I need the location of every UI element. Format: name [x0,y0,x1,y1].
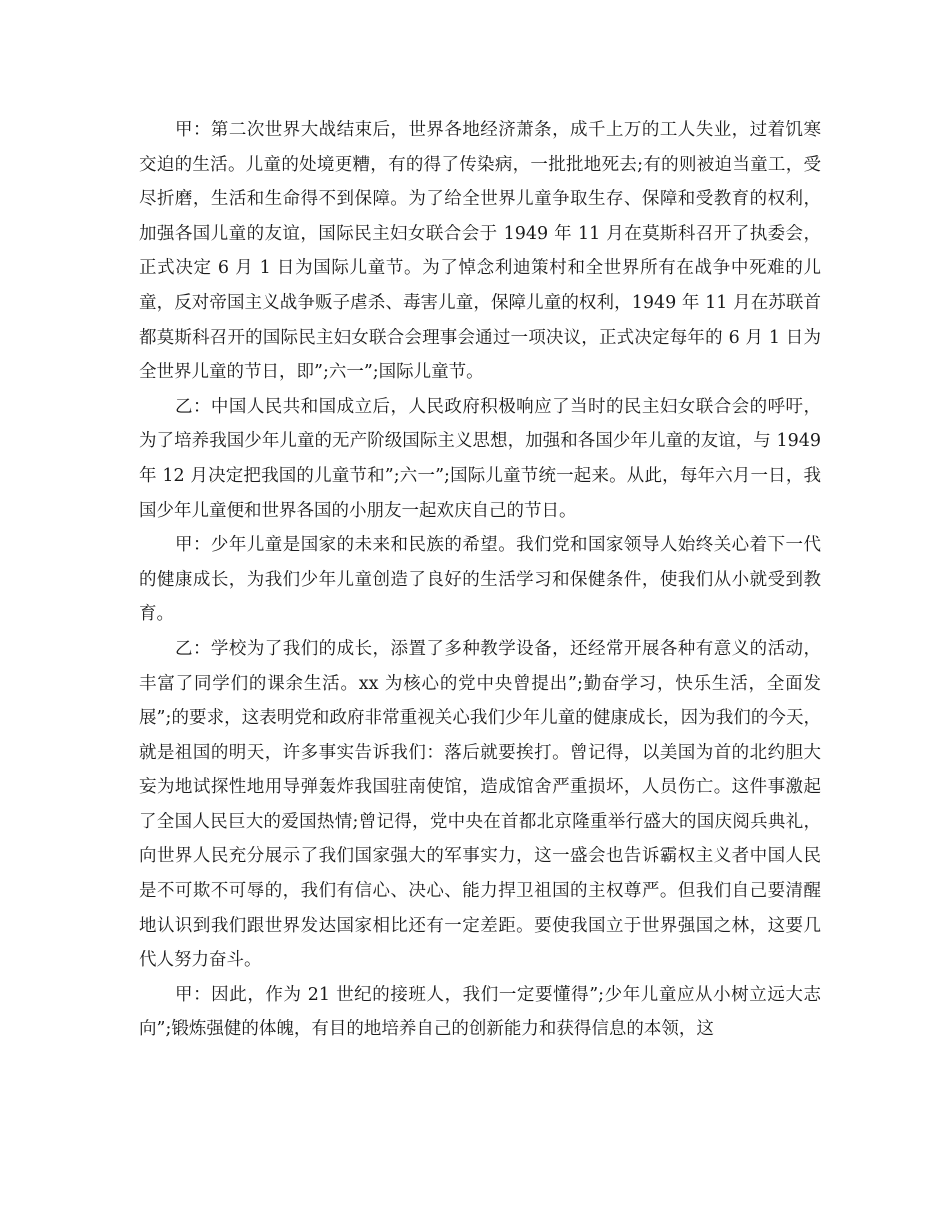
paragraph-3: 甲：少年儿童是国家的未来和民族的希望。我们党和国家领导人始终关心着下一代的健康成长，为我们少年儿童创造了良好的生活学习和保健条件，使我们从小就受到教育。 [139,535,821,625]
paragraph-2: 乙：中国人民共和国成立后，人民政府积极响应了当时的民主妇女联合会的呼吁，为了培养我国少年儿童的无产阶级国际主义思想，加强和各国少年儿童的友谊，与 1949 年 12 月决定把我国的儿童节和”;六一”;国际儿童节统一起来。从此，每年六月一日，我国少年儿童便和世界各国的小朋友一起欢庆自己的节日。 [139,396,821,521]
document-body [139,113,821,1047]
paragraph-1: 甲：第二次世界大战结束后，世界各地经济萧条，成千上万的工人失业，过着饥寒交迫的生活。儿童的处境更糟，有的得了传染病，一批批地死去;有的则被迫当童工，受尽折磨，生活和生命得不到保障。为了给全世界儿童争取生存、保障和受教育的权利，加强各国儿童的友谊，国际民主妇女联合会于 1949 年 11 月在莫斯科召开了执委会，正式决定 6 月 1 日为国际儿童节。为了悼念利迪策村和全世界所有在战争中死难的儿童，反对帝国主义战争贩子虐杀、毒害儿童，保障儿童的权利，1949 年 11 月在苏联首都莫斯科召开的国际民主妇女联合会理事会通过一项决议，正式决定每年的 6 月 1 日为全世界儿童的节日，即”;六一”;国际儿童节。 [139,120,821,383]
paragraph-5: 甲：因此，作为 21 世纪的接班人，我们一定要懂得”;少年儿童应从小树立远大志向”;锻炼强健的体魄，有目的地培养自己的创新能力和获得信息的本领，这 [139,984,821,1040]
paragraph-4: 乙：学校为了我们的成长，添置了多种教学设备，还经常开展各种有意义的活动，丰富了同学们的课余生活。xx 为核心的党中央曾提出”;勤奋学习，快乐生活，全面发展”;的要求，这表明党和政府非常重视关心我们少年儿童的健康成长，因为我们的今天，就是祖国的明天，许多事实告诉我们：落后就要挨打。曾记得，以美国为首的北约胆大妄为地试探性地用导弹轰炸我国驻南使馆，造成馆舍严重损坏，人员伤亡。这件事激起了全国人民巨大的爱国热情;曾记得，党中央在首都北京隆重举行盛大的国庆阅兵典礼，向世界人民充分展示了我们国家强大的军事实力，这一盛会也告诉霸权主义者中国人民是不可欺不可辱的，我们有信心、决心、能力捍卫祖国的主权尊严。但我们自己要清醒地认识到我们跟世界发达国家相比还有一定差距。要使我国立于世界强国之林，这要几代人努力奋斗。 [139,638,821,971]
